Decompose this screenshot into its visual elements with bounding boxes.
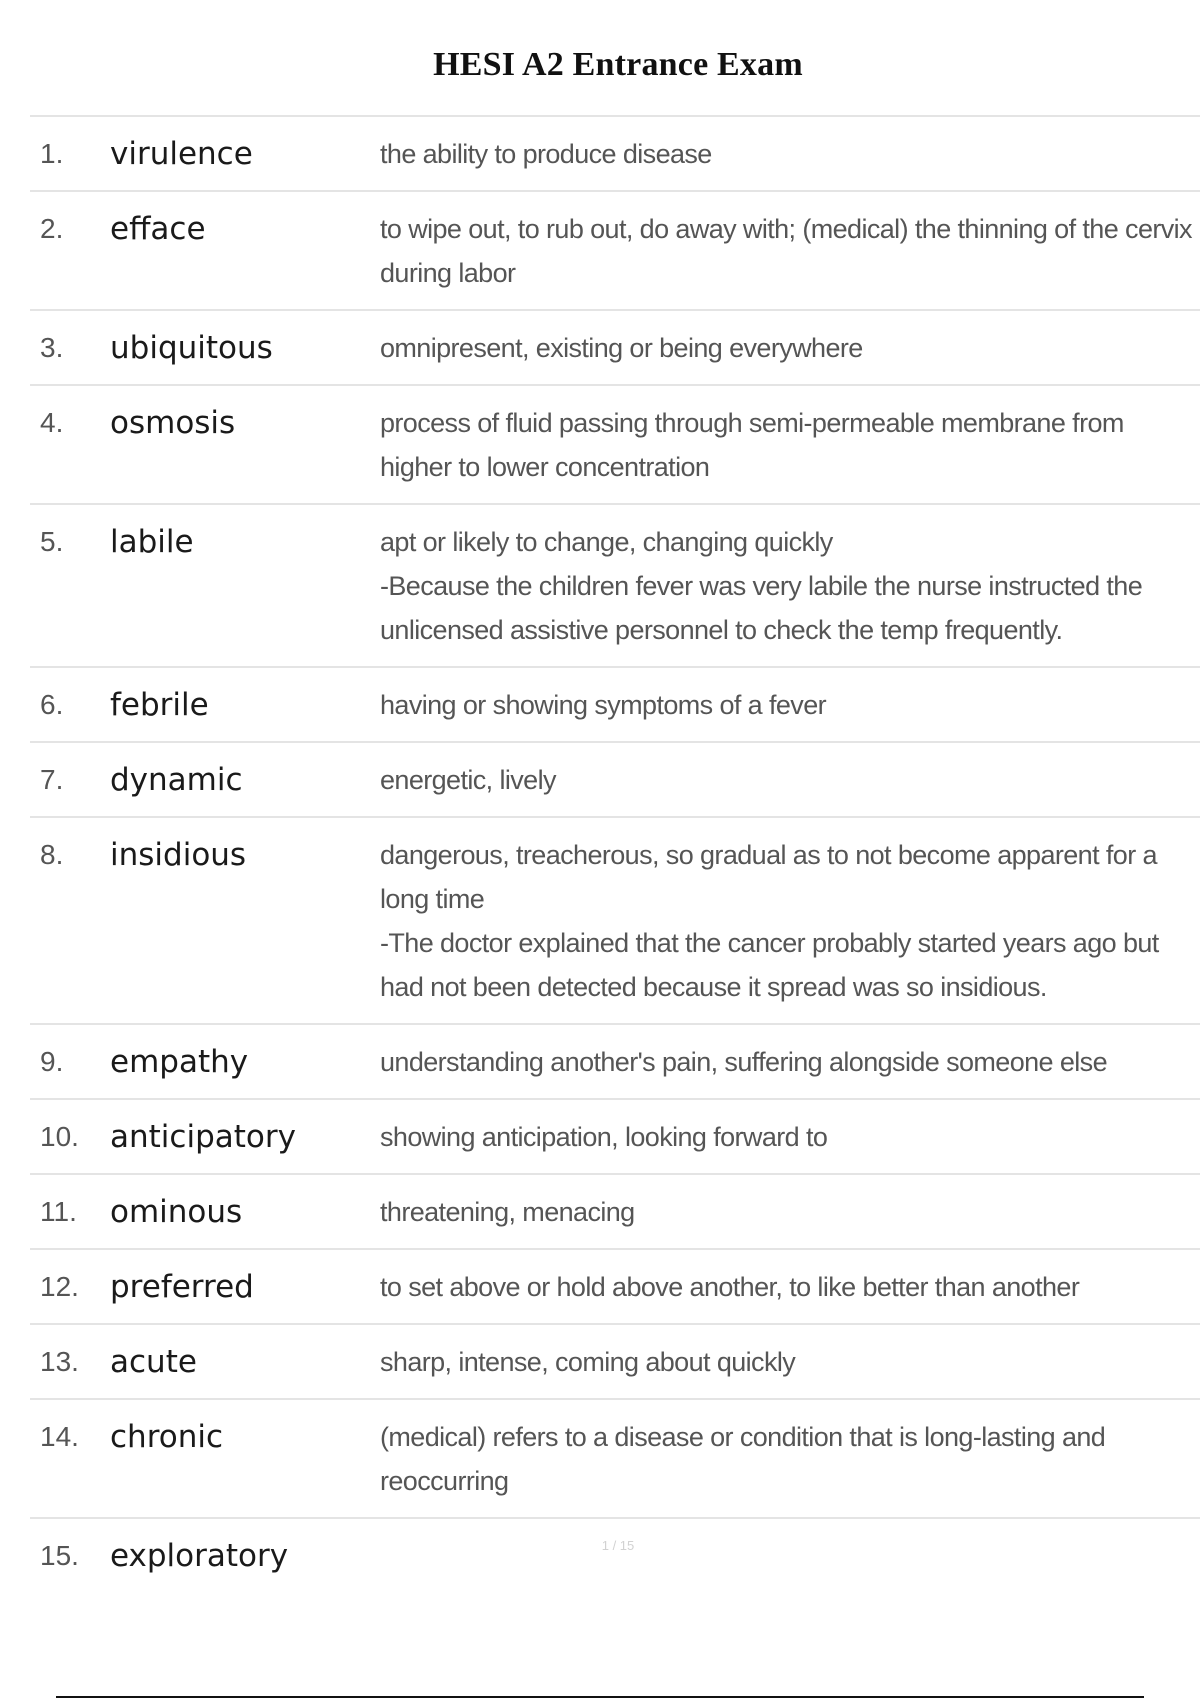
- definition-line: (medical) refers to a disease or condition that is long-lasting and reoccurring: [380, 1422, 1106, 1496]
- term-row: [30, 668, 1200, 743]
- term-row: [30, 311, 1200, 386]
- definition-line: to wipe out, to rub out, do away with; (medical) the thinning of the cervix during labor: [380, 214, 1192, 288]
- term-definition: [380, 758, 1200, 802]
- term-word: exploratory: [110, 1538, 289, 1574]
- term-row: [30, 1400, 1200, 1519]
- term-row: [30, 1519, 1200, 1592]
- term-number: 9.: [40, 1046, 64, 1077]
- definition-line: apt or likely to change, changing quickly: [380, 527, 833, 557]
- definition-line: sharp, intense, coming about quickly: [380, 1347, 796, 1377]
- term-word: preferred: [110, 1269, 254, 1305]
- definition-line: threatening, menacing: [380, 1197, 635, 1227]
- term-word: dynamic: [110, 762, 243, 798]
- term-number: 7.: [40, 764, 64, 795]
- term-row: [30, 1100, 1200, 1175]
- term-definition: [380, 1265, 1200, 1309]
- term-definition: [380, 1115, 1200, 1159]
- term-word: labile: [110, 524, 194, 560]
- term-word: virulence: [110, 136, 253, 172]
- term-row: [30, 505, 1200, 668]
- term-definition: [380, 1040, 1200, 1084]
- term-row: [30, 1250, 1200, 1325]
- definition-line: showing anticipation, looking forward to: [380, 1122, 828, 1152]
- term-word: chronic: [110, 1419, 224, 1455]
- term-row: [30, 1175, 1200, 1250]
- footer-divider: [56, 1696, 1144, 1698]
- definition-line: having or showing symptoms of a fever: [380, 690, 827, 720]
- term-word: acute: [110, 1344, 197, 1380]
- term-definition: [380, 833, 1200, 1009]
- term-row: [30, 386, 1200, 505]
- definition-line: omnipresent, existing or being everywhere: [380, 333, 863, 363]
- term-number: 12.: [40, 1271, 79, 1302]
- term-number: 5.: [40, 526, 64, 557]
- term-definition: [380, 520, 1200, 652]
- definition-line: to set above or hold above another, to like better than another: [380, 1272, 1080, 1302]
- term-number: 2.: [40, 213, 64, 244]
- term-number: 11.: [40, 1196, 77, 1227]
- term-definition: [380, 401, 1200, 489]
- term-definition: [380, 326, 1200, 370]
- term-row: [30, 1325, 1200, 1400]
- term-word: efface: [110, 211, 206, 247]
- term-number: 6.: [40, 689, 64, 720]
- term-definition: [380, 1340, 1200, 1384]
- definition-line: process of fluid passing through semi-permeable membrane from higher to lower concentration: [380, 408, 1124, 482]
- term-number: 10.: [40, 1121, 79, 1152]
- term-definition: [380, 1415, 1200, 1503]
- term-definition: [380, 1190, 1200, 1234]
- term-number: 3.: [40, 332, 64, 363]
- term-definition: [380, 132, 1200, 176]
- definition-line: -Because the children fever was very labile the nurse instructed the unlicensed assistive personnel to check the temp frequently.: [380, 571, 1143, 645]
- term-number: 4.: [40, 407, 64, 438]
- term-number: 14.: [40, 1421, 79, 1452]
- term-word: ominous: [110, 1194, 243, 1230]
- term-definition: [380, 207, 1200, 295]
- term-number: 8.: [40, 839, 64, 870]
- term-row: [30, 743, 1200, 818]
- definition-line: the ability to produce disease: [380, 139, 712, 169]
- definition-line: energetic, lively: [380, 765, 556, 795]
- term-definition: [380, 683, 1200, 727]
- term-row: [30, 117, 1200, 192]
- term-row: [30, 818, 1200, 1025]
- term-number: 1.: [40, 138, 64, 169]
- term-number: 13.: [40, 1346, 79, 1377]
- definition-line: dangerous, treacherous, so gradual as to not become apparent for a long time: [380, 840, 1157, 914]
- term-row: [30, 192, 1200, 311]
- term-word: febrile: [110, 687, 209, 723]
- term-word: empathy: [110, 1044, 249, 1080]
- document-title: HESI A2 Entrance Exam: [433, 46, 803, 83]
- definition-line: -The doctor explained that the cancer probably started years ago but had not been detected because it spread was so insidious.: [380, 928, 1159, 1002]
- term-number: 15.: [40, 1540, 79, 1571]
- page-indicator: 1 / 15: [601, 1538, 635, 1553]
- term-word: osmosis: [110, 405, 236, 441]
- term-word: anticipatory: [110, 1119, 296, 1155]
- term-word: insidious: [110, 837, 247, 873]
- term-word: ubiquitous: [110, 330, 273, 366]
- definition-line: understanding another's pain, suffering alongside someone else: [380, 1047, 1107, 1077]
- term-row: [30, 1025, 1200, 1100]
- term-table: [30, 115, 1200, 1592]
